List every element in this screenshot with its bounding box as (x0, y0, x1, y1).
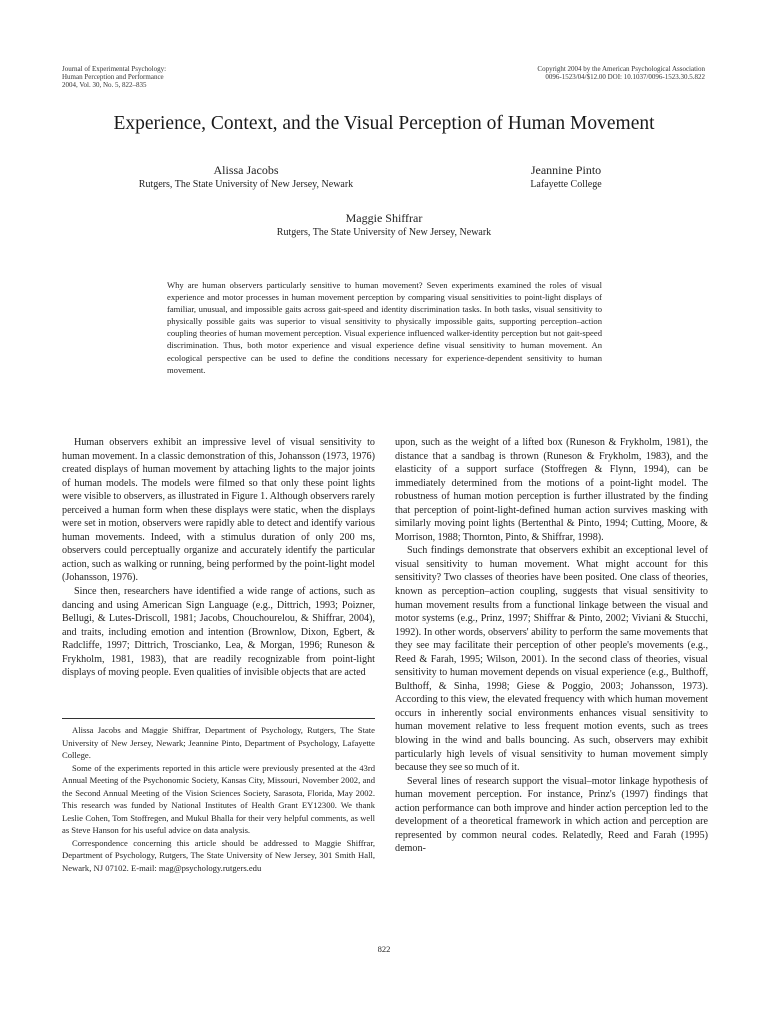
journal-citation: Journal of Experimental Psychology: Human Perception and Performance 2004, Vol. 30, No. 5, 822–835 (62, 65, 167, 89)
footnote-paragraph: Some of the experiments reported in this article were previously presented at the 43rd Annual Meeting of the Psychonomic Society, Kansas City, Missouri, November 2002, and the Second Annual Meeting of the Vision Sciences Society, Sarasota, Florida, May 2002. This research was funded by National Institutes of Health Grant EY12300. We thank Leslie Cohen, Tom Stoffregen, and Mukul Bhalla for their very helpful comments, as well as Steve Hanson for his useful advice on data analysis. (62, 762, 375, 835)
body-column-right (395, 436, 708, 952)
author-block (483, 163, 649, 191)
body-column-left (62, 436, 375, 700)
body-paragraph: upon, such as the weight of a lifted box (Runeson & Frykholm, 1981), the distance that a sandbag is thrown (Runeson & Frykholm, 1983), and the elasticity of a support surface (Stoffregen & Flynn, 1994), can be immediately determined from the motions of a point-light model. The robustness of human motion perception is further illustrated by the finding that perception of point-light-defined human action survives masking with similarly moving point lights (Bertenthal & Pinto, 1994; Cutting, Moore, & Morrison, 1988; Thornton, Pinto, & Shiffrar, 1998). (395, 437, 708, 543)
body-paragraph: Since then, researchers have identified a wide range of actions, such as dancing and using American Sign Language (e.g., Dittrich, 1993; Poizner, Bellugi, & Lutes-Driscoll, 1981; Jacobs, Chouchourelou, & Shiffrar, 2004), and traits, including emotion and intention (Brownlow, Dixon, Egbert, & Radcliffe, 1997; Dittrich, Troscianko, Lea, & Morgan, 1996; Runeson & Frykholm, 1981, 1983), that are readily recognizable from point-light displays of moving people. Even qualities of invisible objects that are acted (62, 586, 375, 679)
author-block (0, 211, 768, 239)
body-paragraph: Human observers exhibit an impressive level of visual sensitivity to human movement. In a classic demonstration of this, Johansson (1973, 1976) created displays of human movement by attaching lights to the major joints of human models. The models were filmed so that only these point lights were visible to observers, as illustrated in Figure 1. Although observers rarely perceived a human form when these displays were static, when the displays were set in motion, observers were rapidly able to detect and identify various human movements. Indeed, with a stimulus duration of only 200 ms, observers could perceptually organize and accurately identify the particular action, such as walking or running, being performed by the point-light model (Johansson, 1976). (62, 437, 375, 584)
page-number: 822 (377, 944, 391, 954)
article-title: Experience, Context, and the Visual Perception of Human Movement (113, 113, 655, 134)
body-paragraph: Several lines of research support the visual–motor linkage hypothesis of human movement perception. For instance, Prinz's (1997) findings that action performance can both improve and hinder action perception led to the development of a theoretical framework in which action and perception are represented by common neural codes. Relatedly, Reed and Farah (1995) demon- (395, 775, 708, 855)
author-affiliation: Rutgers, The State University of New Jersey, Newark (276, 227, 492, 238)
footnote-paragraph: Correspondence concerning this article should be addressed to Maggie Shiffrar, Department of Psychology, Rutgers, The State University of New Jersey, 301 Smith Hall, Newark, NJ 07102. E-mail: mag@psychology.rutgers.edu (62, 837, 375, 873)
footnote-paragraph: Alissa Jacobs and Maggie Shiffrar, Department of Psychology, Rutgers, The State University of New Jersey, Newark; Jeannine Pinto, Department of Psychology, Lafayette College. (62, 725, 375, 760)
author-note (62, 724, 375, 874)
abstract: Why are human observers particularly sensitive to human movement? Seven experiments examined the roles of visual experience and motor processes in human movement perception by comparing visual sensitivities to point-light displays of familiar, unusual, and impossible gaits across gait-speed and identity discrimination tasks. In both tasks, visual sensitivity to physically possible gaits was superior to visual sensitivity to physically impossible gaits, supporting perception–action coupling theories of human movement perception. Visual experience influenced walker-identity perception but not gait-speed discrimination. Thus, both motor experience and visual experience define visual sensitivity to human movement. An ecological perspective can be used to define the conditions necessary for experience-dependent sensitivity to human movement. (167, 280, 602, 375)
footnote-divider (62, 718, 375, 719)
author-name: Alissa Jacobs (213, 163, 279, 177)
author-affiliation: Lafayette College (530, 179, 602, 190)
body-paragraph: Such findings demonstrate that observers exhibit an exceptional level of visual sensitivity to human movement. What might account for this sensitivity? Two classes of theories have been posited. One class of theories, known as perception–action coupling, suggests that visual sensitivity to human movement results from a functional linkage between the visual and motor systems (e.g., Prinz, 1997; Shiffrar & Pinto, 2002; Viviani & Stucchi, 1992). In other words, observers' ability to perform the same movements that they see may facilitate their perception of other people's movements (e.g., Reed & Farah, 1995; Wilson, 2001). In the second class of theories, visual sensitivity to human movement depends on visual experience (e.g., Bulthoff, Bulthoff, & Sinha, 1998; Giese & Poggio, 2003; Johansson, 1973). According to this view, the elevated frequency with which human movement occurs in inherently social environments enhances visual sensitivity to human movement relative to less frequent motion events, such as trees blowing in the wind and balls bouncing. As such, observers may exhibit particularly high levels of visual sensitivity to human movement simply because they see so much of it. (395, 545, 708, 774)
author-block (118, 163, 374, 191)
copyright-notice: Copyright 2004 by the American Psychological Association 0096-1523/04/$12.00 DOI: 10.1037/0096-1523.30.5.822 (537, 65, 705, 81)
author-affiliation: Rutgers, The State University of New Jersey, Newark (138, 179, 354, 190)
author-name: Maggie Shiffrar (345, 211, 423, 225)
author-name: Jeannine Pinto (530, 163, 602, 177)
